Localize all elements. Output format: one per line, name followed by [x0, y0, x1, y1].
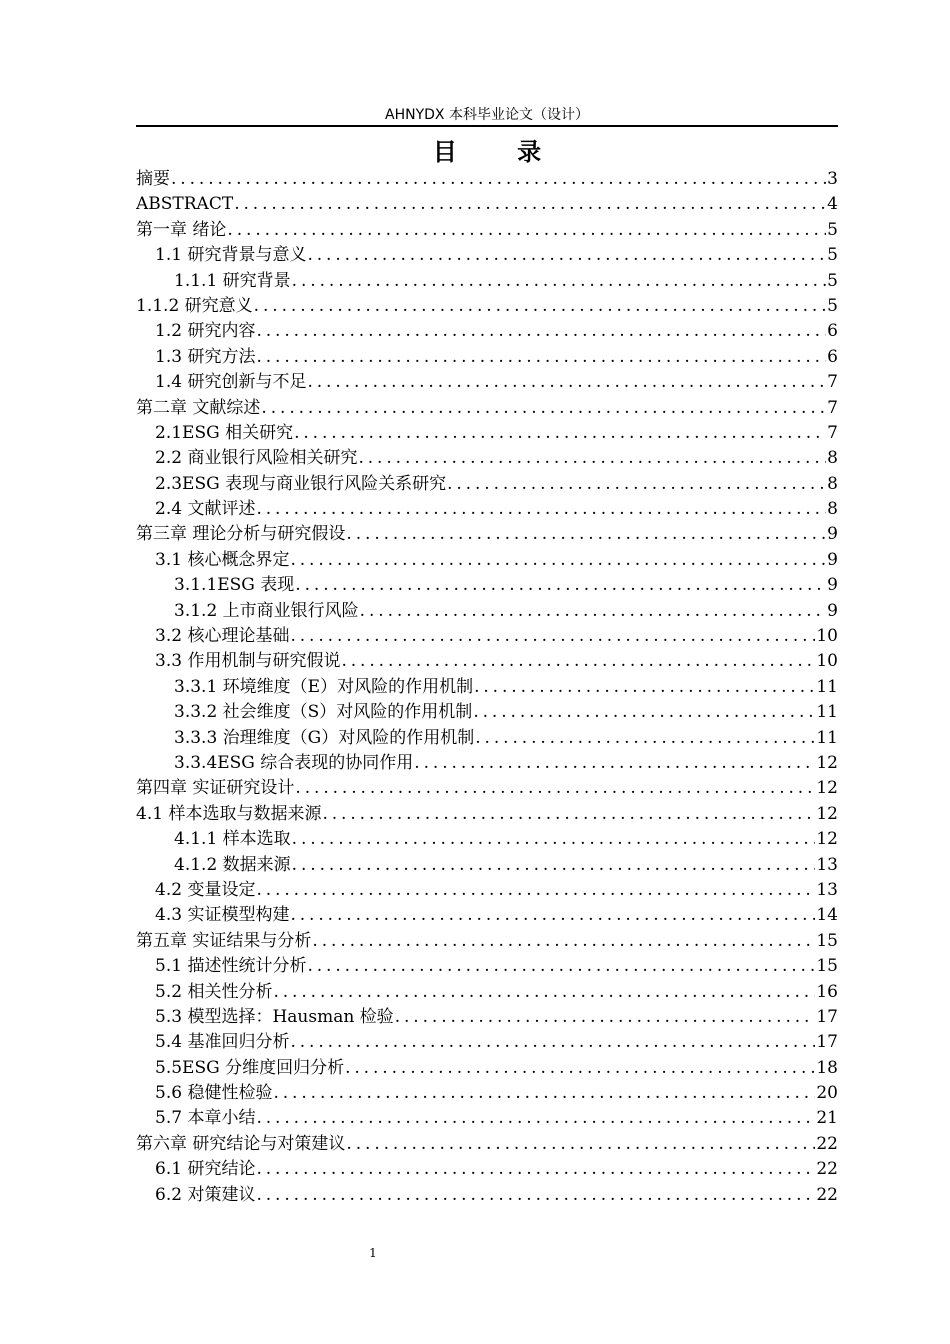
toc-dot-leader — [307, 954, 815, 979]
toc-entry-page-number: 13 — [816, 879, 838, 900]
toc-dot-leader — [307, 243, 826, 268]
toc-entry[interactable] — [136, 1081, 838, 1106]
toc-dot-leader — [171, 167, 826, 192]
toc-entry-page-number: 4 — [827, 194, 838, 215]
toc-dot-leader — [292, 827, 816, 852]
toc-dot-leader — [346, 522, 826, 547]
toc-entry-label: 5.5ESG 分维度回归分析 — [155, 1057, 345, 1078]
toc-entry[interactable] — [136, 319, 838, 344]
toc-dot-leader — [227, 218, 826, 243]
toc-entry-page-number: 18 — [816, 1057, 838, 1078]
toc-entry-page-number: 13 — [816, 854, 838, 875]
toc-entry-label: 1.4 研究创新与不足 — [155, 372, 307, 393]
toc-dot-leader — [473, 700, 815, 725]
toc-entry-page-number: 11 — [816, 676, 838, 697]
toc-entry-label: 4.1.1 样本选取 — [174, 829, 291, 850]
toc-entry-page-number: 12 — [816, 778, 838, 799]
toc-entry-page-number: 5 — [827, 219, 838, 240]
toc-entry[interactable] — [136, 649, 838, 674]
toc-entry[interactable] — [136, 853, 838, 878]
toc-entry-label: 3.3.3 治理维度（G）对风险的作用机制 — [174, 727, 475, 748]
toc-entry-label: 6.2 对策建议 — [155, 1184, 256, 1205]
toc-entry-label: 3.3.2 社会维度（S）对风险的作用机制 — [174, 702, 473, 723]
toc-entry-page-number: 6 — [827, 346, 838, 367]
toc-entry-label: 3.1 核心概念界定 — [155, 549, 290, 570]
toc-entry[interactable] — [136, 802, 838, 827]
toc-entry-page-number: 22 — [816, 1184, 838, 1205]
toc-entry-page-number: 22 — [816, 1159, 838, 1180]
toc-entry[interactable] — [136, 497, 838, 522]
toc-dot-leader — [346, 1132, 815, 1157]
toc-entry[interactable] — [136, 675, 838, 700]
toc-dot-leader — [295, 776, 815, 801]
table-of-contents — [136, 167, 838, 1208]
running-header: AHNYDX 本科毕业论文（设计） — [385, 107, 589, 123]
toc-entry-label: 3.3.4ESG 综合表现的协同作用 — [174, 752, 414, 773]
toc-entry-label: 3.2 核心理论基础 — [155, 626, 290, 647]
toc-entry[interactable] — [136, 903, 838, 928]
toc-entry-label: 4.1 样本选取与数据来源 — [136, 803, 322, 824]
toc-entry-label: 第三章 理论分析与研究假设 — [136, 524, 346, 545]
toc-entry-label: 1.1 研究背景与意义 — [155, 245, 307, 266]
toc-entry-page-number: 15 — [816, 956, 838, 977]
toc-entry[interactable] — [136, 243, 838, 268]
toc-entry-page-number: 7 — [827, 422, 838, 443]
toc-entry[interactable] — [136, 726, 838, 751]
toc-dot-leader — [234, 192, 826, 217]
toc-entry-page-number: 17 — [816, 1032, 838, 1053]
toc-dot-leader — [358, 446, 826, 471]
toc-entry-label: 2.3ESG 表现与商业银行风险关系研究 — [155, 473, 447, 494]
toc-entry[interactable] — [136, 294, 838, 319]
toc-entry-label: 4.1.2 数据来源 — [174, 854, 291, 875]
toc-entry[interactable] — [136, 827, 838, 852]
toc-entry-label: 5.2 相关性分析 — [155, 981, 273, 1002]
toc-entry-label: 第六章 研究结论与对策建议 — [136, 1133, 346, 1154]
toc-entry[interactable] — [136, 218, 838, 243]
toc-entry-page-number: 16 — [816, 981, 838, 1002]
toc-entry[interactable] — [136, 980, 838, 1005]
toc-entry-page-number: 7 — [827, 397, 838, 418]
toc-dot-leader — [290, 624, 815, 649]
toc-entry-label: 第四章 实证研究设计 — [136, 778, 295, 799]
toc-dot-leader — [414, 751, 815, 776]
toc-entry-label: 1.1.2 研究意义 — [136, 295, 253, 316]
toc-entry-page-number: 12 — [816, 829, 838, 850]
toc-entry-page-number: 7 — [827, 372, 838, 393]
toc-dot-leader — [341, 649, 815, 674]
toc-entry[interactable] — [136, 1132, 838, 1157]
toc-entry[interactable] — [136, 929, 838, 954]
toc-entry-page-number: 9 — [827, 575, 838, 596]
toc-entry[interactable] — [136, 269, 838, 294]
toc-entry-label: 1.2 研究内容 — [155, 321, 256, 342]
toc-entry-label: 3.3.1 环境维度（E）对风险的作用机制 — [174, 676, 474, 697]
toc-entry-page-number: 5 — [827, 295, 838, 316]
toc-entry[interactable] — [136, 700, 838, 725]
toc-entry-page-number: 9 — [827, 524, 838, 545]
toc-dot-leader — [294, 421, 826, 446]
toc-dot-leader — [256, 878, 815, 903]
toc-entry-label: 5.1 描述性统计分析 — [155, 956, 307, 977]
toc-dot-leader — [256, 1157, 815, 1182]
toc-dot-leader — [322, 802, 815, 827]
toc-entry[interactable] — [136, 599, 838, 624]
toc-entry-label: 5.4 基准回归分析 — [155, 1032, 290, 1053]
toc-entry-page-number: 20 — [816, 1083, 838, 1104]
toc-entry-page-number: 12 — [816, 803, 838, 824]
toc-entry[interactable] — [136, 446, 838, 471]
toc-entry-label: 1.1.1 研究背景 — [174, 270, 291, 291]
toc-dot-leader — [290, 1030, 815, 1055]
toc-entry-label: 3.1.2 上市商业银行风险 — [174, 600, 359, 621]
toc-entry-label: 第二章 文献综述 — [136, 397, 261, 418]
toc-entry[interactable] — [136, 1056, 838, 1081]
toc-entry[interactable] — [136, 167, 838, 192]
toc-entry-page-number: 15 — [816, 930, 838, 951]
toc-entry-label: 5.6 稳健性检验 — [155, 1083, 273, 1104]
toc-dot-leader — [360, 599, 827, 624]
toc-entry[interactable] — [136, 522, 838, 547]
toc-entry[interactable] — [136, 878, 838, 903]
toc-entry[interactable] — [136, 1106, 838, 1131]
toc-entry-label: 第一章 绪论 — [136, 219, 227, 240]
toc-entry[interactable] — [136, 421, 838, 446]
toc-dot-leader — [256, 345, 826, 370]
toc-entry[interactable] — [136, 776, 838, 801]
toc-dot-leader — [290, 903, 815, 928]
toc-entry-page-number: 12 — [816, 752, 838, 773]
toc-dot-leader — [474, 675, 815, 700]
toc-entry-page-number: 10 — [816, 626, 838, 647]
toc-entry-page-number: 8 — [827, 448, 838, 469]
toc-entry-page-number: 8 — [827, 473, 838, 494]
toc-entry-label: 3.3 作用机制与研究假说 — [155, 651, 341, 672]
toc-dot-leader — [395, 1005, 816, 1030]
toc-entry-page-number: 21 — [816, 1108, 838, 1129]
toc-entry-page-number: 22 — [816, 1133, 838, 1154]
toc-entry-page-number: 11 — [816, 702, 838, 723]
toc-dot-leader — [312, 929, 815, 954]
toc-entry-page-number: 3 — [827, 169, 838, 189]
toc-entry-page-number: 10 — [816, 651, 838, 672]
toc-entry-label: 2.2 商业银行风险相关研究 — [155, 448, 358, 469]
toc-entry-label: 5.7 本章小结 — [155, 1108, 256, 1129]
toc-entry-label: 5.3 模型选择：Hausman 检验 — [155, 1006, 394, 1027]
toc-dot-leader — [290, 548, 826, 573]
toc-dot-leader — [292, 269, 827, 294]
toc-entry-label: 6.1 研究结论 — [155, 1159, 256, 1180]
toc-entry-label: 2.4 文献评述 — [155, 499, 256, 520]
toc-dot-leader — [254, 294, 827, 319]
toc-dot-leader — [273, 1081, 815, 1106]
toc-dot-leader — [273, 980, 815, 1005]
toc-entry-page-number: 14 — [816, 905, 838, 926]
toc-entry-page-number: 5 — [827, 245, 838, 266]
toc-entry[interactable] — [136, 573, 838, 598]
page-number: 1 — [369, 1246, 377, 1260]
toc-entry[interactable] — [136, 1030, 838, 1055]
toc-dot-leader — [447, 472, 826, 497]
toc-entry[interactable] — [136, 396, 838, 421]
toc-entry-label: 1.3 研究方法 — [155, 346, 256, 367]
toc-entry-page-number: 6 — [827, 321, 838, 342]
toc-entry-page-number: 11 — [816, 727, 838, 748]
toc-entry-label: 第五章 实证结果与分析 — [136, 930, 312, 951]
toc-dot-leader — [292, 853, 816, 878]
toc-entry-page-number: 9 — [827, 549, 838, 570]
toc-entry-label: 4.2 变量设定 — [155, 879, 256, 900]
toc-dot-leader — [256, 319, 826, 344]
toc-dot-leader — [307, 370, 826, 395]
toc-entry[interactable] — [136, 1005, 838, 1030]
toc-entry-page-number: 5 — [827, 270, 838, 291]
toc-entry[interactable] — [136, 624, 838, 649]
toc-title: 目 录 — [432, 138, 568, 166]
toc-entry-label: 4.3 实证模型构建 — [155, 905, 290, 926]
toc-entry-page-number: 9 — [827, 600, 838, 621]
toc-entry-label: 3.1.1ESG 表现 — [174, 575, 295, 596]
toc-dot-leader — [295, 573, 826, 598]
toc-dot-leader — [345, 1056, 815, 1081]
toc-entry[interactable] — [136, 954, 838, 979]
toc-dot-leader — [256, 1106, 815, 1131]
toc-dot-leader — [256, 1183, 815, 1208]
toc-entry[interactable] — [136, 1157, 838, 1182]
toc-entry[interactable] — [136, 370, 838, 395]
toc-entry[interactable] — [136, 1183, 838, 1208]
toc-dot-leader — [256, 497, 826, 522]
toc-entry[interactable] — [136, 548, 838, 573]
toc-entry-label: 2.1ESG 相关研究 — [155, 422, 294, 443]
toc-dot-leader — [261, 396, 826, 421]
toc-entry[interactable] — [136, 192, 838, 217]
toc-entry[interactable] — [136, 751, 838, 776]
toc-entry[interactable] — [136, 345, 838, 370]
toc-entry-label: ABSTRACT — [136, 194, 234, 215]
header-rule — [136, 125, 838, 127]
toc-entry[interactable] — [136, 472, 838, 497]
toc-entry-page-number: 17 — [816, 1006, 838, 1027]
toc-dot-leader — [475, 726, 815, 751]
toc-entry-page-number: 8 — [827, 499, 838, 520]
toc-entry-label: 摘要 — [136, 169, 170, 189]
